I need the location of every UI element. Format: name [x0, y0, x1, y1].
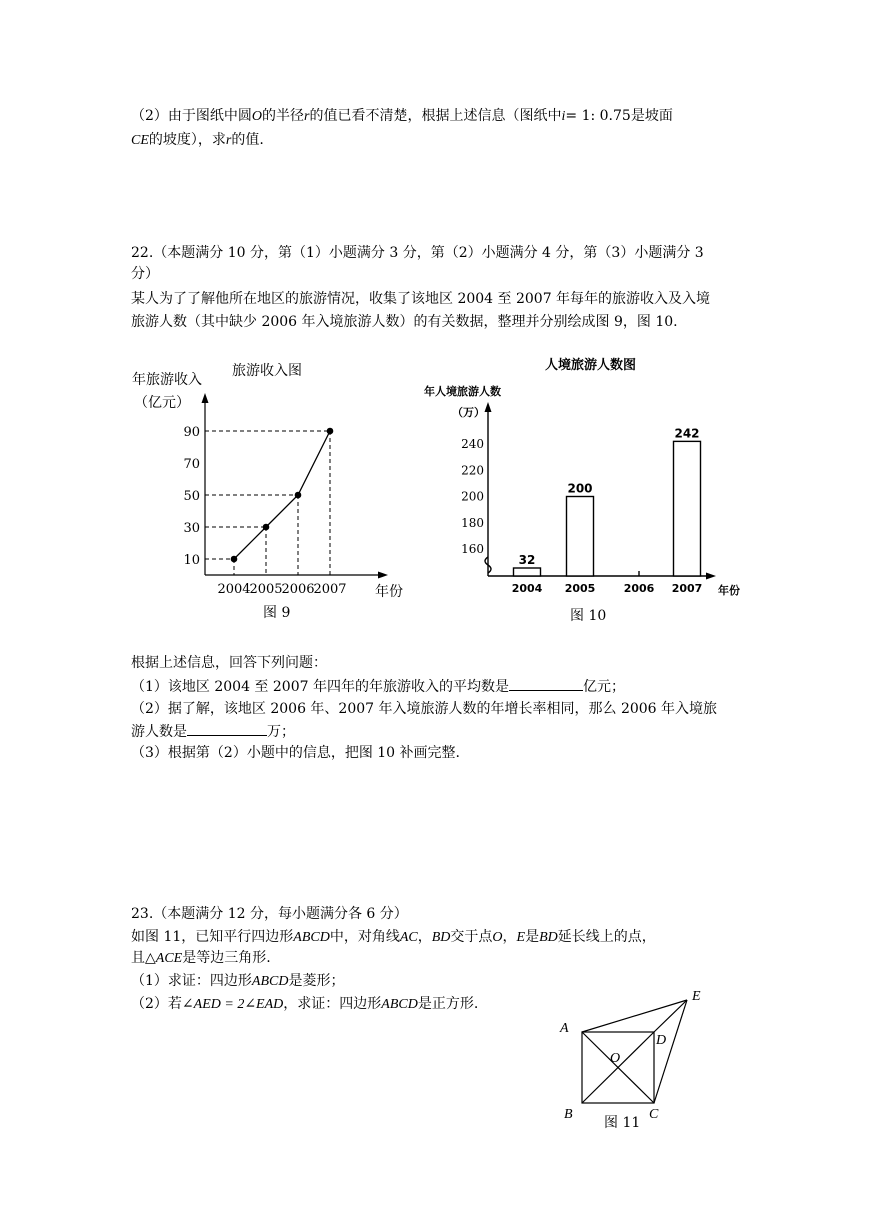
chart10-xtick-label: 2007 — [671, 582, 703, 595]
chart9-ytick-label: 50 — [183, 489, 200, 504]
q23-text: （2）若 — [131, 996, 182, 1012]
q21-text: 的半径 — [262, 108, 305, 124]
q22-sub-2a: （2）据了解，该地区 2006 年、2007 年入境旅游人数的年增长率相同，那么 2006 年入境旅 — [131, 701, 718, 717]
chart10-y-ticks — [461, 437, 484, 556]
diagonal-ac: AC — [399, 930, 418, 945]
chart10-bar — [674, 441, 701, 576]
chart10-xtick-label: 2006 — [623, 582, 655, 595]
q21-text: （2）由于图纸中圆 — [131, 108, 252, 124]
chart10-ytick-label: 200 — [461, 489, 484, 504]
segment-ce: CE — [131, 133, 149, 148]
q22-sub1-unit: 亿元； — [582, 679, 625, 695]
q21-line-2 — [131, 130, 264, 151]
q23-text: 是 — [525, 929, 540, 945]
chart9-ytick-label: 70 — [183, 457, 200, 472]
chart9-point — [327, 428, 334, 435]
q23-line-1: 如图 11，已知平行四边形ABCD中，对角线AC，BD交于点O，E是BD延长线上的点， — [131, 929, 656, 945]
q21-text: 的坡度），求 — [148, 132, 226, 148]
chart9-ytick-label: 10 — [183, 553, 200, 568]
chart9-x-ticks — [217, 582, 346, 597]
q22-prompt: 根据上述信息，回答下列问题： — [131, 655, 327, 671]
slope-ratio: = 1: 0.75 — [565, 108, 631, 124]
chart10-xtick-label: 2004 — [511, 582, 543, 595]
chart10-bar — [514, 568, 541, 576]
chart10-ylabel-2: （万） — [452, 406, 485, 419]
chart9-point — [263, 524, 270, 531]
diagonal-bd: BD — [539, 930, 558, 945]
q23-sub-2 — [131, 994, 478, 1015]
chart9-xtick-label: 2005 — [249, 582, 283, 597]
chart9-point — [295, 492, 302, 499]
q23-text: 中，对角线 — [329, 929, 400, 945]
q23-header: 23.（本题满分 12 分，每小题满分各 6 分） — [131, 906, 408, 922]
chart10-ylabel-1: 年人境旅游人数 — [424, 385, 501, 398]
chart9-title: 旅游收入图 — [232, 363, 302, 379]
chart9-y-ticks — [183, 425, 200, 568]
radius-symbol: r — [304, 109, 310, 124]
slope-symbol: i — [561, 109, 566, 124]
label-a: A — [560, 1021, 569, 1036]
chart9-xtick-label: 2004 — [217, 582, 251, 597]
chart10-title: 人境旅游人数图 — [545, 358, 637, 373]
chart10-data-label: 32 — [518, 553, 536, 567]
chart10-ytick-label: 220 — [461, 463, 484, 478]
q22-sub-1 — [131, 676, 625, 697]
label-c: C — [649, 1107, 659, 1122]
chart10-bars — [514, 426, 701, 576]
point-e: E — [516, 930, 526, 945]
chart10-ytick-label: 240 — [461, 437, 484, 451]
chart10-ytick-label: 180 — [461, 515, 484, 530]
q23-text: 如图 11，已知平行四边形 — [131, 929, 294, 945]
label-o: O — [610, 1051, 621, 1066]
q23-text: 交于点 — [450, 929, 493, 945]
label-e: E — [692, 989, 701, 1004]
answer-blank-2[interactable] — [187, 721, 267, 736]
q22-sub-2b — [131, 721, 295, 742]
q21-text: 的值已看不清楚，根据上述信息（图纸中 — [309, 108, 562, 124]
chart10-x-arrow — [706, 573, 716, 580]
chart9-point — [231, 556, 238, 563]
chart10-bar — [567, 497, 594, 577]
diagonal-bd: BD — [431, 930, 451, 945]
q21-text: 是坡面 — [630, 108, 673, 124]
q23-text: 是等边三角形. — [182, 950, 271, 966]
q22-sub2-text: 游人数是 — [131, 724, 187, 740]
chart10-xtick-label: 2005 — [564, 582, 596, 595]
q22-sub1-text: （1）该地区 2004 至 2007 年四年的年旅游收入的平均数是 — [131, 679, 509, 695]
figure-10-bar-chart — [420, 352, 765, 630]
q22-intro-2: 旅游人数（其中缺少 2006 年入境旅游人数）的有关数据，整理并分别绘成图 9，图 10. — [131, 314, 678, 330]
q23-text: 是菱形； — [288, 973, 345, 989]
chart9-guides — [205, 431, 330, 575]
q23-text: ，求证：四边形 — [283, 996, 382, 1012]
chart10-caption: 图 10 — [570, 608, 607, 624]
q22-header-1: 22.（本题满分 10 分，第（1）小题满分 3 分，第（2）小题满分 4 分，第（3）小题满分 3 — [131, 245, 704, 261]
figure-11-geometry — [550, 980, 720, 1135]
chart10-data-label: 242 — [674, 426, 700, 441]
q23-sub-1 — [131, 971, 344, 992]
q22-sub-3: （3）根据第（2）小题中的信息，把图 10 补画完整. — [131, 745, 460, 761]
triangle-ace: ACE — [155, 951, 183, 966]
point-o: O — [492, 930, 503, 945]
label-b: B — [564, 1107, 573, 1122]
circle-symbol: O — [251, 109, 263, 124]
quad-abcd: ABCD — [381, 997, 418, 1012]
chart9-x-arrow — [378, 572, 388, 579]
chart10-ytick-label: 160 — [461, 542, 484, 556]
chart9-xtick-label: 2007 — [313, 582, 347, 597]
chart9-xtick-label: 2006 — [281, 582, 315, 597]
chart10-xlabel: 年份 — [718, 584, 740, 597]
chart10-y-arrow — [485, 402, 492, 412]
angle-relation: ∠AED = 2∠EAD — [181, 997, 284, 1012]
chart9-caption: 图 9 — [263, 605, 291, 621]
q22-intro-1: 某人为了了解他所在地区的旅游情况，收集了该地区 2004 至 2007 年每年的旅游收入及入境 — [131, 291, 711, 307]
q22-header-2: 分） — [131, 266, 159, 282]
q23-text: （1）求证：四边形 — [131, 973, 252, 989]
answer-blank-1[interactable] — [509, 676, 583, 691]
chart9-ytick-label: 30 — [183, 521, 200, 536]
q21-text: 的值. — [231, 132, 264, 148]
chart10-x-ticks — [512, 582, 703, 595]
q21-line-1 — [131, 106, 673, 127]
chart9-ytick-label: 90 — [183, 425, 200, 440]
figure-11-caption: 图 11 — [604, 1115, 641, 1131]
chart9-y-arrow — [202, 393, 209, 403]
q22-sub2-unit: 万； — [267, 724, 295, 740]
radius-symbol: r — [225, 133, 232, 148]
q23-text: 且△ — [131, 950, 156, 966]
q23-text: 是正方形. — [417, 996, 479, 1012]
quad-abcd: ABCD — [293, 930, 330, 945]
q23-line-2 — [131, 948, 271, 969]
chart9-ylabel-2: （亿元） — [134, 395, 190, 411]
chart10-data-label: 200 — [567, 481, 593, 496]
chart9-xlabel: 年份 — [375, 584, 403, 600]
figure-9-line-chart — [120, 355, 420, 630]
q23-text: 延长线上的点， — [557, 929, 656, 945]
label-d: D — [656, 1033, 667, 1048]
quad-abcd: ABCD — [251, 974, 289, 989]
chart9-ylabel-1: 年旅游收入 — [132, 372, 202, 388]
